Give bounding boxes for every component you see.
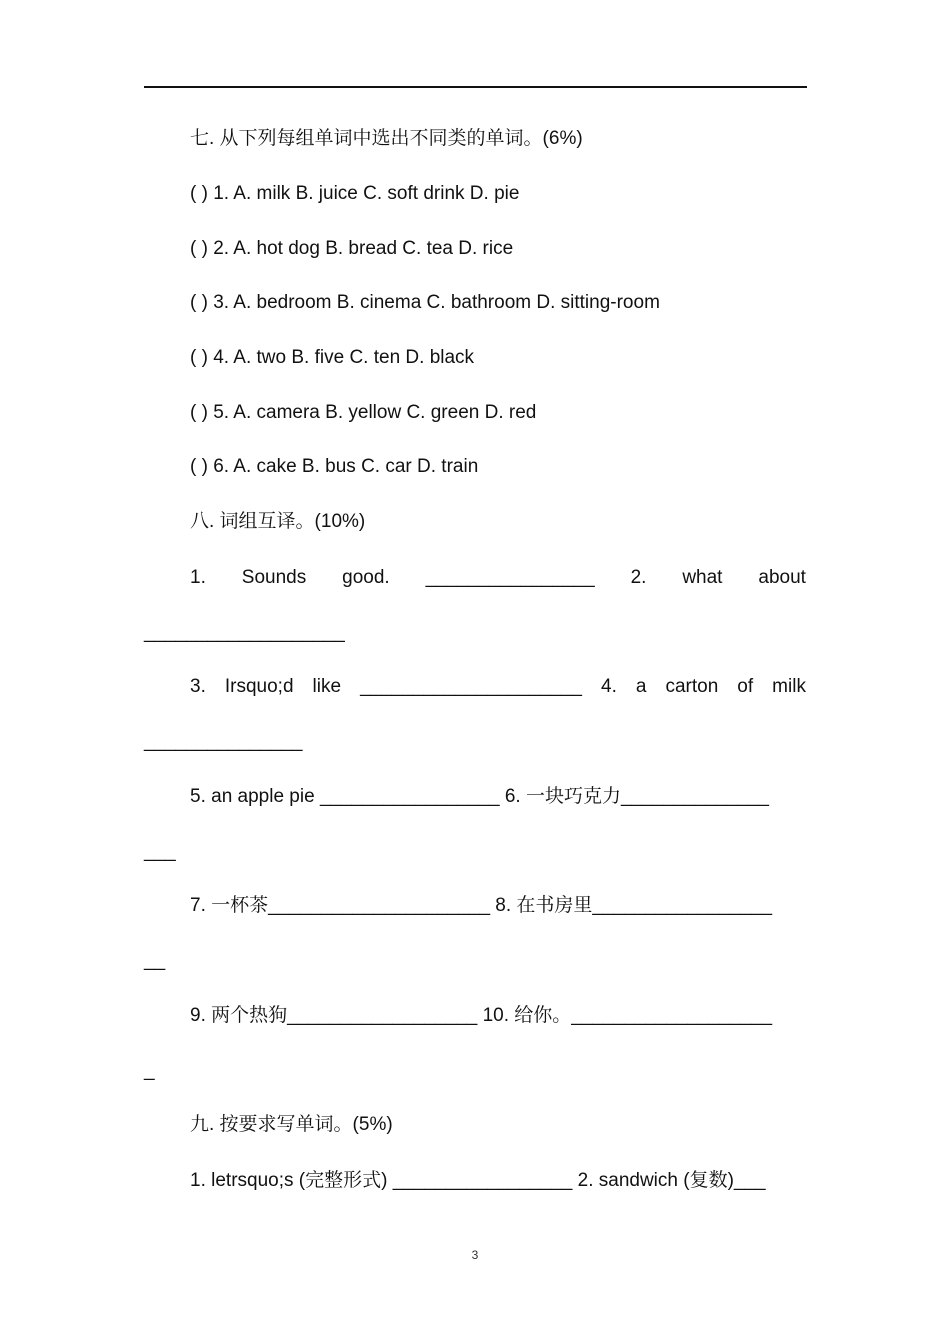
answer-blank: _____________________ (360, 676, 582, 697)
page-number: 3 (471, 1248, 479, 1262)
question-item: ( ) 6. A. cake B. bus C. car D. train (190, 456, 479, 477)
word: milk (772, 676, 806, 697)
translation-row-2 (190, 675, 806, 699)
section-8-heading: 八. 词组互译。(10%) (190, 511, 366, 532)
question-item: ( ) 3. A. bedroom B. cinema C. bathroom D. sitting-room (190, 292, 660, 313)
word: of (737, 676, 754, 697)
section-7-heading: 七. 从下列每组单词中选出不同类的单词。(6%) (190, 128, 583, 149)
word: 4. (601, 676, 617, 697)
answer-blank: ________________ (425, 567, 595, 588)
question-item: ( ) 4. A. two B. five C. ten D. black (190, 347, 475, 368)
question-item: ( ) 2. A. hot dog B. bread C. tea D. rice (190, 238, 514, 259)
word: what (682, 567, 723, 588)
question-item: ( ) 1. A. milk B. juice C. soft drink D. pie (190, 183, 520, 204)
word: 1. (190, 567, 206, 588)
word: good. (342, 567, 390, 588)
answer-blank-wrap: _ (144, 1060, 155, 1081)
word: carton (665, 676, 719, 697)
word: Sounds (241, 567, 307, 588)
answer-blank-wrap: ___ (144, 841, 176, 862)
word: about (758, 567, 806, 588)
answer-blank-wrap: ___________________ (144, 622, 345, 643)
answer-blank-wrap: _______________ (144, 731, 303, 752)
word: 3. (190, 676, 206, 697)
question-item: ( ) 5. A. camera B. yellow C. green D. red (190, 402, 537, 423)
word: like (312, 676, 342, 697)
translation-row-4: 7. 一杯茶_____________________ 8. 在书房里_________________ (190, 895, 773, 916)
word-form-row-1: 1. letrsquo;s (完整形式) _________________ 2. sandwich (复数)___ (190, 1170, 766, 1191)
word: a (635, 676, 647, 697)
translation-row-3: 5. an apple pie _________________ 6. 一块巧克力______________ (190, 786, 769, 807)
translation-row-1 (190, 566, 806, 590)
answer-blank-wrap: __ (144, 950, 166, 971)
word: Irsquo;d (224, 676, 294, 697)
translation-row-5: 9. 两个热狗__________________ 10. 给你。___________________ (190, 1005, 773, 1026)
section-9-heading: 九. 按要求写单词。(5%) (190, 1114, 393, 1135)
top-rule (144, 86, 807, 88)
word: 2. (630, 567, 647, 588)
